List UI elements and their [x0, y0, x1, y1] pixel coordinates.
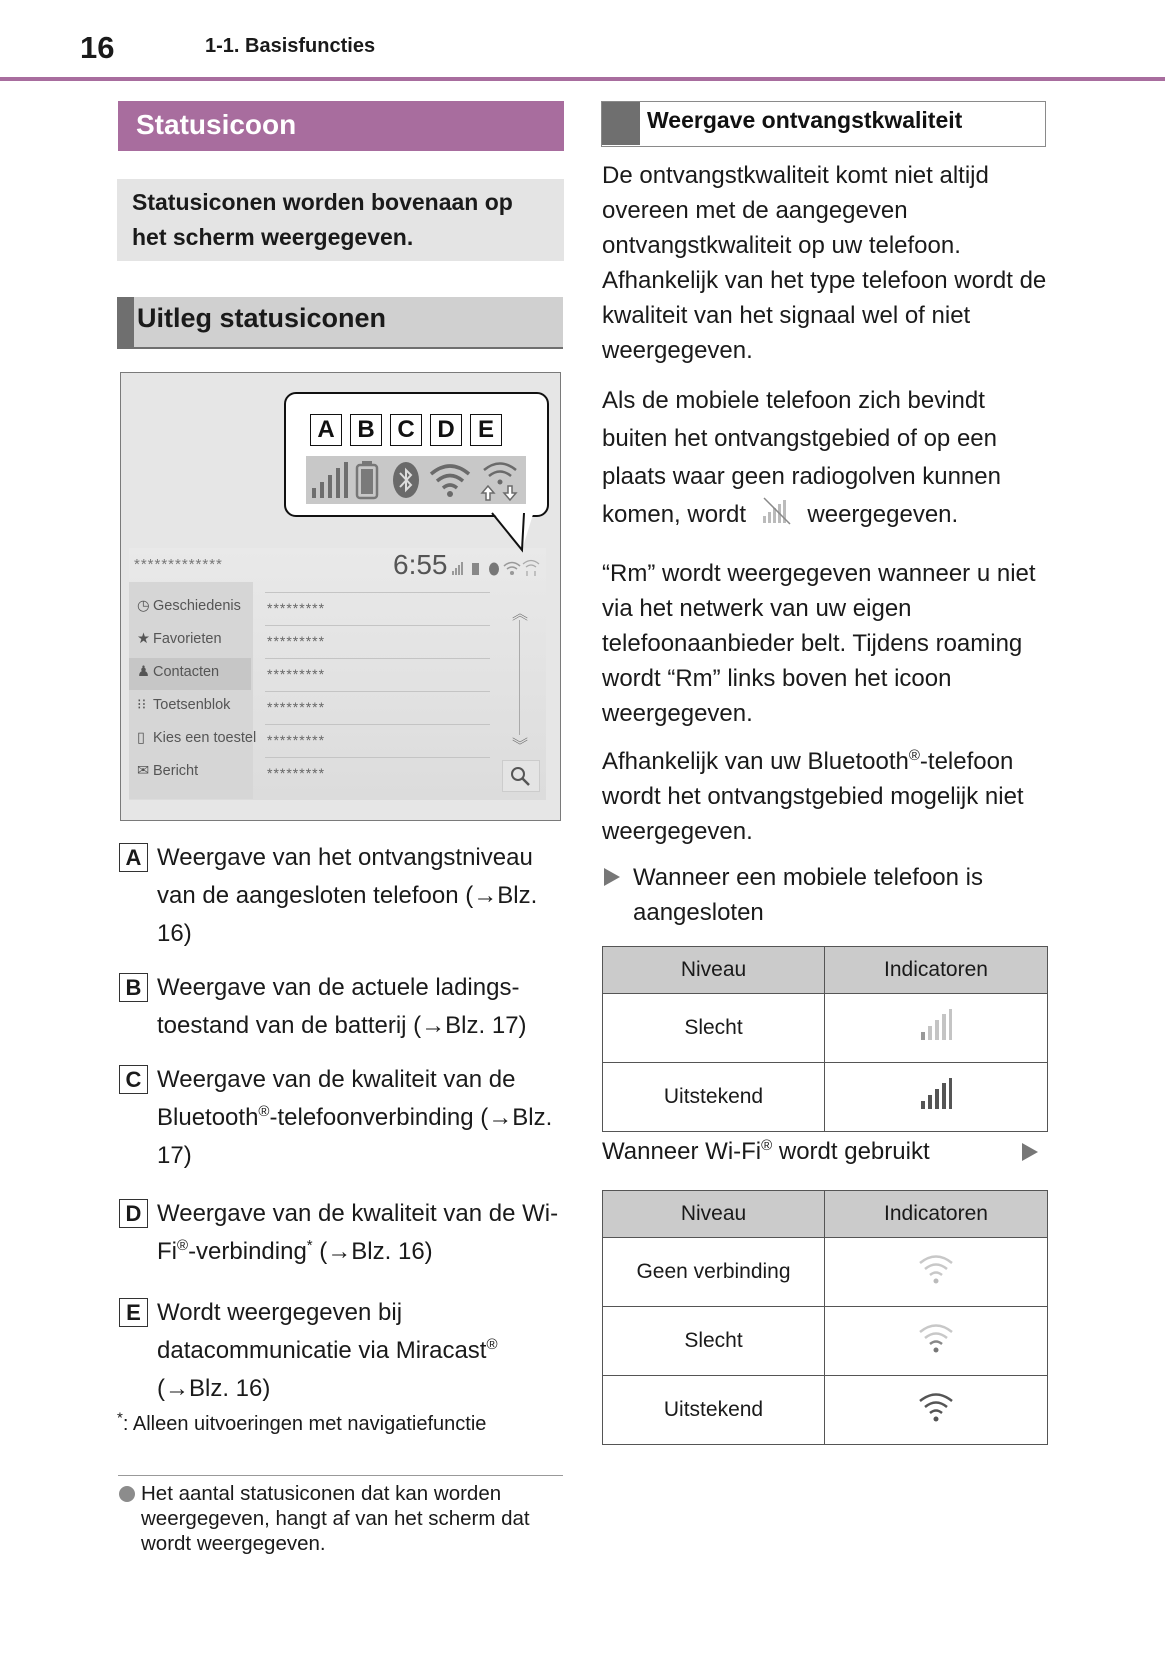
paragraph-bluetooth — [602, 744, 1052, 849]
intro-text: Statusiconen worden bovenaan op het scherm weergegeven. — [132, 189, 513, 250]
wifi-weak-icon — [916, 1320, 956, 1356]
paragraph-out-of-range-post: weergegeven. — [807, 501, 959, 528]
screen-menu-label: Contacten — [153, 664, 220, 680]
battery-icon — [354, 460, 382, 500]
screen-list-divider — [265, 757, 490, 758]
column-header-indicators: Indicatoren — [825, 947, 1048, 994]
legend-key: D — [119, 1199, 148, 1228]
callout-letter-c: C — [390, 414, 422, 446]
column-header-level: Niveau — [603, 1191, 825, 1238]
screen-menu-label: Kies een toestel — [153, 730, 257, 746]
legend-text-post: (→Blz. 16) — [312, 1238, 433, 1265]
column-header-level: Niveau — [603, 947, 825, 994]
indicator-cell — [825, 1063, 1048, 1132]
screen-list-divider — [265, 691, 490, 692]
wifi-signal-table — [602, 1190, 1048, 1445]
screen-menu-item — [137, 730, 256, 746]
level-cell: Uitstekend — [603, 1376, 825, 1445]
keypad-icon: ⁝⁝ — [137, 697, 147, 713]
paragraph-reception: De ontvangstkwaliteit komt niet altijd overeen met de aangegeven ontvangstkwaliteit op uw telefoon. Afhankelijk van het type telefoon wordt de kwaliteit van het signaal wel of niet weergegeven. — [602, 162, 1047, 364]
callout-letter-b: B — [350, 414, 382, 446]
signal-bars-weak-icon — [919, 1008, 953, 1042]
indicator-cell — [825, 1307, 1048, 1376]
wifi-heading — [602, 1134, 1048, 1169]
note-text: Het aantal statusiconen dat kan worden weergegeven, hangt af van het scherm dat wordt weergegeven. — [141, 1482, 530, 1555]
indicator-cell — [825, 994, 1048, 1063]
mini-bluetooth-icon — [489, 563, 499, 576]
wifi-strong-icon — [916, 1389, 956, 1425]
callout-pointer — [490, 510, 540, 555]
legend-text-pre: Weergave van de kwaliteit van de Bluetooth — [157, 1066, 516, 1131]
paragraph-roaming: “Rm” wordt weergegeven wanneer u niet via het netwerk van uw eigen telefoonaanbieder belt. Tijdens roaming wordt “Rm” links boven het icoon weergegeven. — [602, 560, 1036, 727]
legend-text-post: (→Blz. 16) — [157, 1375, 271, 1402]
star-icon: ★ — [137, 631, 150, 647]
indicator-cell — [825, 1238, 1048, 1307]
note-divider — [118, 1475, 563, 1476]
screen-list-divider — [265, 592, 490, 593]
paragraph-out-of-range — [602, 382, 1052, 538]
wifi-icon — [428, 460, 472, 500]
mini-signal-icon — [452, 562, 463, 575]
screen-menu-item — [137, 664, 219, 680]
callout-letter-d: D — [430, 414, 462, 446]
section-title: Statusicoon — [136, 109, 297, 140]
subsection-bar — [117, 297, 134, 347]
wifi-none-icon — [916, 1251, 956, 1287]
legend-text: Weergave van het ontvangstniveau van de aangesloten telefoon (→Blz. 16) — [157, 844, 538, 947]
table-row — [603, 1238, 1048, 1307]
legend-text: Weergave van de actuele ladings-toestand van de batterij (→Blz. 17) — [157, 974, 527, 1039]
mini-miracast-icon — [523, 561, 539, 577]
callout-letters — [310, 414, 502, 446]
mini-battery-icon — [472, 563, 479, 575]
screen-list-divider — [265, 724, 490, 725]
table-row — [603, 1307, 1048, 1376]
no-signal-icon — [761, 496, 793, 538]
screen-list-divider — [265, 625, 490, 626]
wifi-heading-post: wordt gebruikt — [772, 1138, 930, 1165]
legend-text — [157, 1061, 577, 1175]
callout-letter-a: A — [310, 414, 342, 446]
screen-menu-label: Geschiedenis — [153, 598, 241, 614]
table-row — [603, 1376, 1048, 1445]
message-icon: ✉ — [137, 763, 150, 779]
registered-mark: ® — [761, 1137, 773, 1154]
phone-device-icon: ▯ — [137, 730, 145, 746]
footnote — [117, 1409, 487, 1436]
wifi-heading-pre: Wanneer Wi-Fi — [602, 1138, 762, 1165]
screen-status-icons — [452, 558, 542, 578]
screen-list-item: ********* — [267, 732, 326, 748]
registered-mark: ® — [486, 1336, 498, 1353]
legend-text-pre: Weergave van de kwaliteit van de Wi-Fi — [157, 1200, 559, 1265]
search-icon — [503, 761, 539, 791]
table-row — [603, 1063, 1048, 1132]
paragraph-bluetooth-pre: Afhankelijk van uw Bluetooth — [602, 748, 909, 775]
registered-mark: ® — [177, 1237, 189, 1254]
right-section-title: Weergave ontvangstkwaliteit — [647, 107, 963, 133]
screen-menu-label: Favorieten — [153, 631, 222, 647]
section-header-bar — [602, 102, 640, 145]
callout-letter-e: E — [470, 414, 502, 446]
subsection-header — [117, 297, 563, 349]
legend-text — [157, 1294, 577, 1408]
screen-menu-label: Toetsenblok — [153, 697, 231, 713]
screen-menu-label: Bericht — [153, 763, 199, 779]
legend-text-mid: -verbinding — [188, 1238, 307, 1265]
screen-list-item: ********* — [267, 765, 326, 781]
intro-box — [117, 179, 564, 261]
registered-mark: ® — [908, 747, 920, 764]
legend-text-post: -telefoonverbinding (→Blz. 17) — [157, 1104, 553, 1169]
chapter-title: 1-1. Basisfuncties — [205, 35, 376, 57]
scroll-down-icon: ︾ — [512, 738, 529, 755]
screen-menu-item — [137, 697, 230, 713]
scroll-up-icon: ︽ — [512, 606, 529, 623]
bluetooth-icon — [390, 460, 422, 500]
triangle-continue-icon — [1022, 1143, 1038, 1161]
level-cell: Slecht — [603, 994, 825, 1063]
signal-bars-strong-icon — [919, 1077, 953, 1111]
screen-menu-item — [137, 598, 241, 614]
mini-wifi-icon — [504, 563, 520, 575]
footnote-mark: * — [117, 1409, 123, 1427]
subsection-title: Uitleg statusiconen — [137, 303, 387, 333]
miracast-data-icon — [478, 458, 522, 502]
paragraph-out-of-range-pre: Als de mobiele telefoon zich bevindt buiten het ontvangstgebied of op een plaats waar geen radiogolven kunnen komen, wordt — [602, 387, 1001, 528]
legend-key: C — [119, 1065, 148, 1094]
paragraph-bluetooth-post: -telefoon wordt het ontvangstgebied mogelijk niet weergegeven. — [602, 748, 1024, 845]
screen-clock: 6:55 — [393, 549, 448, 580]
screen-list-item: ********* — [267, 666, 326, 682]
header-rule — [0, 77, 1165, 81]
registered-mark: ® — [258, 1103, 270, 1120]
phone-heading-text: Wanneer een mobiele telefoon is aangesloten — [633, 864, 983, 926]
contact-icon: ♟ — [137, 664, 150, 680]
legend-key: A — [119, 843, 148, 872]
screen-search-button — [502, 760, 540, 792]
screen-menu-item — [137, 763, 198, 779]
screen-list-item: ********* — [267, 699, 326, 715]
screen-menu-item — [137, 631, 222, 647]
footnote-text: : Alleen uitvoeringen met navigatiefunctie — [122, 1413, 487, 1435]
screen-list-item: ********* — [267, 633, 326, 649]
section-header-ontvangstkwaliteit — [601, 101, 1046, 147]
screen-list-item: ********* — [267, 600, 326, 616]
callout-icon-strip — [306, 456, 526, 504]
column-header-indicators: Indicatoren — [825, 1191, 1048, 1238]
screen-list-divider — [265, 658, 490, 659]
phone-signal-table — [602, 946, 1048, 1132]
clock-icon: ◷ — [137, 598, 150, 614]
legend-key: E — [119, 1298, 148, 1327]
legend-key: B — [119, 973, 148, 1002]
legend-text-pre: Wordt weergegeven bij datacommunicatie via Miracast — [157, 1299, 487, 1364]
triangle-bullet-icon — [604, 868, 620, 886]
legend-text — [157, 1195, 577, 1271]
indicator-cell — [825, 1376, 1048, 1445]
table-row — [603, 994, 1048, 1063]
level-cell: Geen verbinding — [603, 1238, 825, 1307]
section-header-statusicoon — [118, 101, 564, 151]
signal-strength-icon — [310, 460, 350, 500]
bullet-dot-icon — [119, 1486, 135, 1502]
level-cell: Slecht — [603, 1307, 825, 1376]
page-number: 16 — [80, 30, 115, 65]
screen-title-masked: ************* — [134, 556, 223, 573]
level-cell: Uitstekend — [603, 1063, 825, 1132]
asterisk-mark: * — [306, 1237, 313, 1254]
screen-scrollbar — [519, 620, 520, 735]
